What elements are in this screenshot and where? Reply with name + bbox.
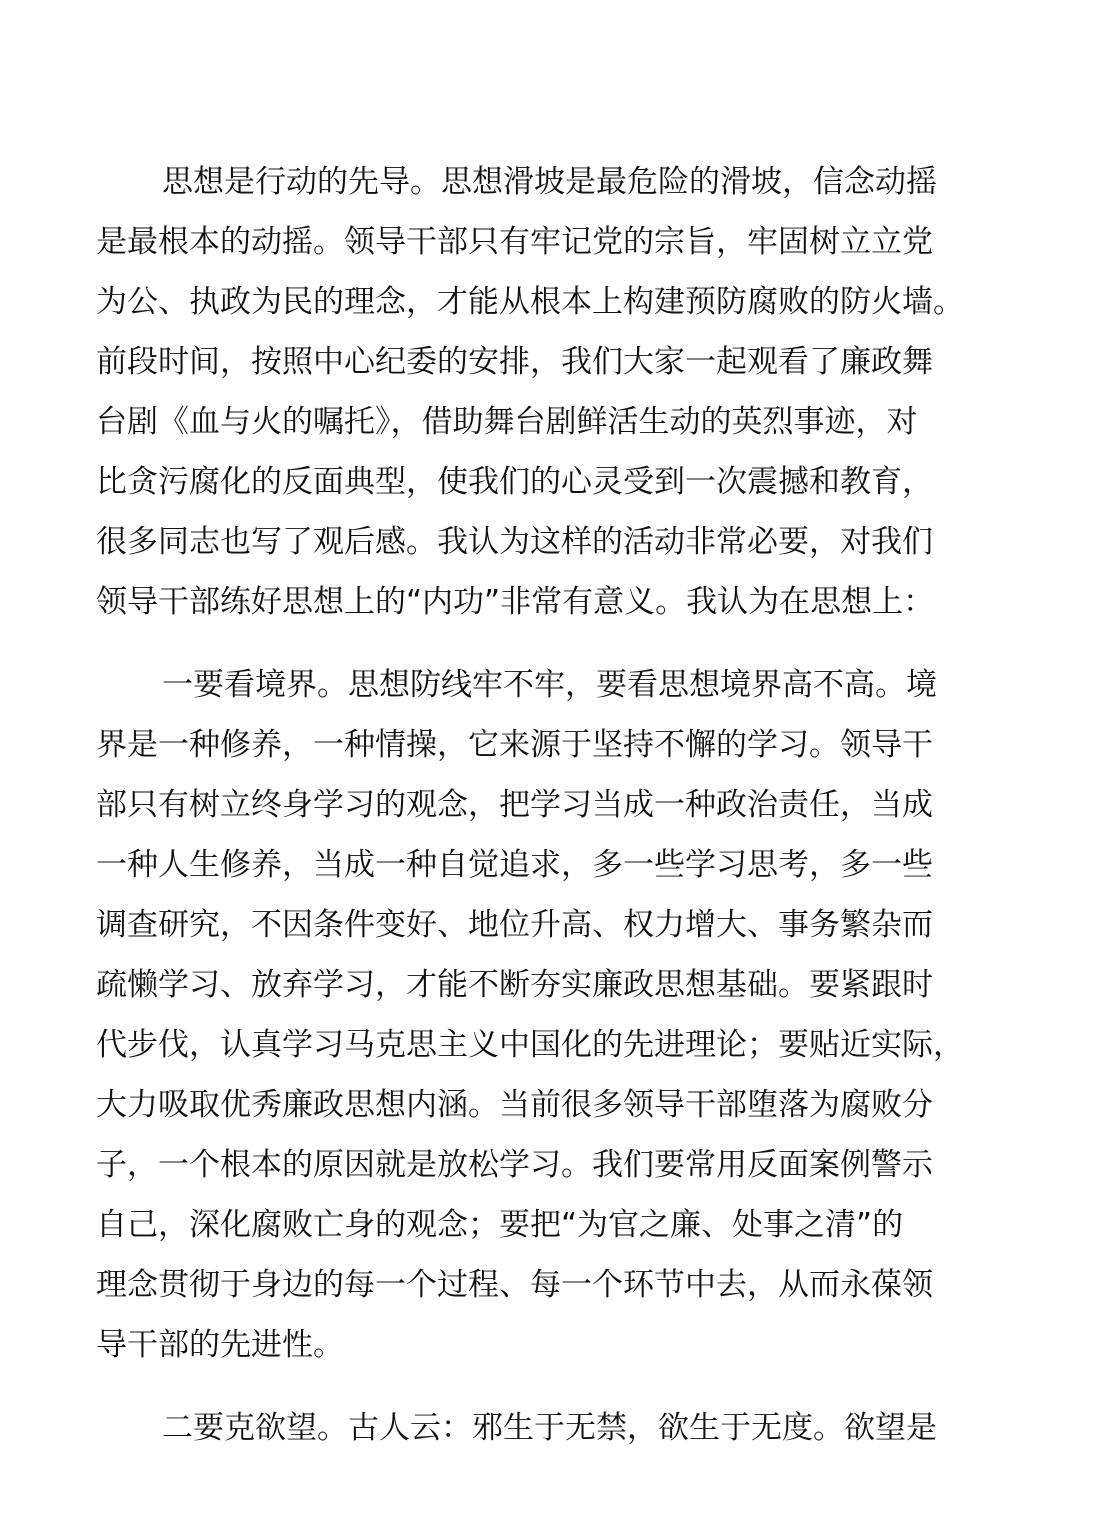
paragraph-thinking: [96, 152, 1036, 632]
text-line: 是最根本的动摇。领导干部只有牢记党的宗旨，牢固树立立党: [96, 224, 933, 260]
text-line: 领导干部练好思想上的“内功”非常有意义。我认为在思想上：: [96, 584, 935, 620]
paragraph-spacing: [96, 632, 1036, 655]
text-line: 前段时间，按照中心纪委的安排，我们大家一起观看了廉政舞: [96, 344, 933, 380]
text-line: 部只有树立终身学习的观念，把学习当成一种政治责任，当成: [96, 787, 933, 823]
text-line: 大力吸取优秀廉政思想内涵。当前很多领导干部堕落为腐败分: [96, 1087, 933, 1123]
text-line: 为公、执政为民的理念，才能从根本上构建预防腐败的防火墙。: [96, 284, 964, 320]
text-line: 理念贯彻于身边的每一个过程、每一个环节中去，从而永葆领: [96, 1267, 933, 1303]
text-line: 很多同志也写了观后感。我认为这样的活动非常必要，对我们: [96, 524, 933, 560]
text-line: 疏懒学习、放弃学习，才能不断夯实廉政思想基础。要紧跟时: [96, 967, 933, 1003]
text-line: 思想是行动的先导。思想滑坡是最危险的滑坡，信念动摇: [162, 164, 937, 200]
text-line: 代步伐，认真学习马克思主义中国化的先进理论；要贴近实际，: [96, 1027, 964, 1063]
text-line: 自己，深化腐败亡身的观念；要把“为官之廉、处事之清”的: [96, 1207, 904, 1243]
text-line: 台剧《血与火的嘱托》，借助舞台剧鲜活生动的英烈事迹，对: [96, 404, 918, 440]
text-line: 调查研究，不因条件变好、地位升高、权力增大、事务繁杂而: [96, 907, 933, 943]
text-line: 子，一个根本的原因就是放松学习。我们要常用反面案例警示: [96, 1147, 933, 1183]
paragraph-desire: [96, 1398, 1036, 1458]
document-body: [96, 152, 1036, 1458]
paragraph-realm: [96, 655, 1036, 1375]
paragraph-spacing: [96, 1375, 1036, 1398]
text-line: 二要克欲望。古人云：邪生于无禁，欲生于无度。欲望是: [162, 1410, 937, 1446]
text-line: 比贪污腐化的反面典型，使我们的心灵受到一次震撼和教育，: [96, 464, 933, 500]
text-line: 一要看境界。思想防线牢不牢，要看思想境界高不高。境: [162, 667, 937, 703]
text-line: 导干部的先进性。: [96, 1327, 344, 1363]
text-line: 一种人生修养，当成一种自觉追求，多一些学习思考，多一些: [96, 847, 933, 883]
text-line: 界是一种修养，一种情操，它来源于坚持不懈的学习。领导干: [96, 727, 933, 763]
